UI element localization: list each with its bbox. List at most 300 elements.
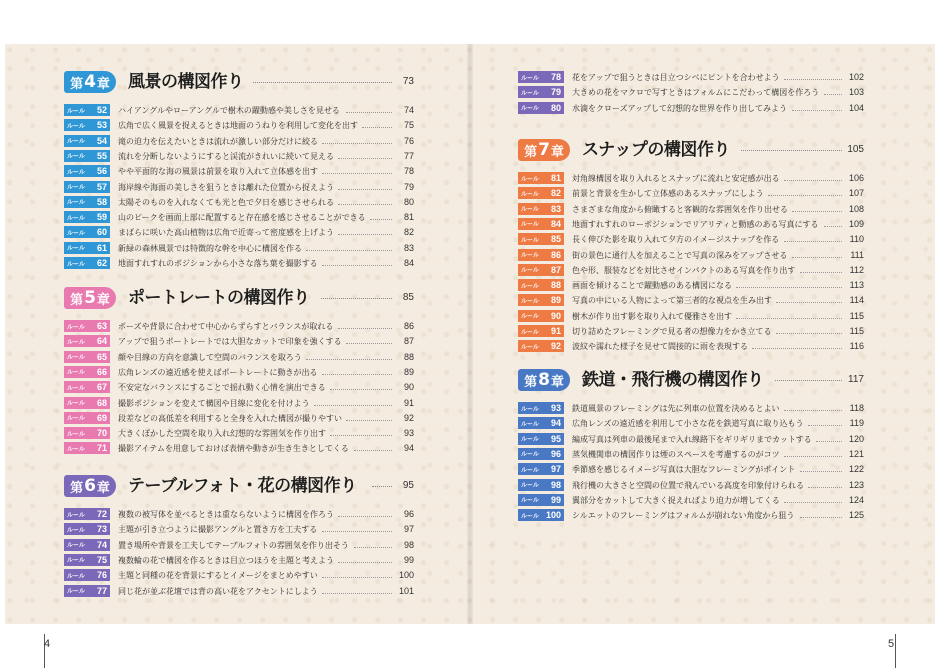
rule-title: 広角レンズの遠近感を利用して小さな花を鉄道写真に取り込もう xyxy=(572,419,804,429)
rule-number: 87 xyxy=(550,264,561,275)
rule-leader-dots xyxy=(776,302,842,303)
rule-title: ポーズや背景に合わせて中心からずらすとバランスが取れる xyxy=(118,322,334,331)
rule-title: 大きくぼかした空間を取り入れ幻想的な雰囲気を作り出す xyxy=(118,429,326,439)
chapter-badge xyxy=(64,475,116,497)
rule-leader-dots xyxy=(784,79,842,80)
toc-rule-row[interactable] xyxy=(518,447,864,462)
chapter-number: 5 xyxy=(84,288,96,308)
rule-badge xyxy=(64,181,110,193)
toc-rule-row[interactable] xyxy=(518,432,864,447)
rule-badge xyxy=(518,264,564,276)
rule-title: 海岸線や海面の美しさを狙うときは離れた位置から捉えよう xyxy=(118,182,334,192)
rule-number: 61 xyxy=(96,242,107,253)
rule-leader-dots xyxy=(784,456,842,457)
rule-leader-dots xyxy=(330,435,392,436)
rule-number: 77 xyxy=(96,585,107,596)
rule-badge xyxy=(518,218,564,230)
rule-title: 主題と同種の花を背景にするとイメージをまとめやすい xyxy=(118,571,318,581)
rule-page-number: 82 xyxy=(403,227,414,238)
toc-rule-row[interactable] xyxy=(64,584,414,599)
rule-leader-dots xyxy=(792,110,842,111)
rule-title: 同じ花が並ぶ花壇では背の高い花をアクセントにしよう xyxy=(118,586,318,596)
chapter-page-number: 95 xyxy=(402,480,414,491)
rule-badge-label: ルール xyxy=(521,436,539,444)
rule-page-number: 112 xyxy=(849,264,864,275)
toc-rule-row[interactable] xyxy=(518,493,864,508)
toc-rule-row[interactable] xyxy=(64,334,414,349)
rule-badge-label: ルール xyxy=(67,323,85,331)
rule-leader-dots xyxy=(338,516,392,517)
chapter-heading xyxy=(64,69,414,95)
toc-rule-row[interactable] xyxy=(518,324,864,339)
chapter-suffix: 章 xyxy=(96,480,110,496)
rule-badge-label: ルール xyxy=(67,199,85,207)
toc-rule-row[interactable] xyxy=(518,401,864,416)
chapter-badge xyxy=(64,71,116,93)
toc-rule-row[interactable] xyxy=(64,118,414,133)
rule-title: 広角で広く風景を捉えるときは地面のうねりを利用して変化を出す xyxy=(118,121,358,131)
toc-rule-row[interactable] xyxy=(518,171,864,186)
rule-badge xyxy=(518,509,564,521)
rule-number: 65 xyxy=(96,351,107,362)
chapter-page-number: 85 xyxy=(402,292,414,303)
rule-page-number: 87 xyxy=(403,336,414,347)
rule-page-number: 86 xyxy=(403,321,414,331)
rule-title: 段差などの高低差を利用すると全身を入れた構図が撮りやすい xyxy=(118,413,342,423)
rule-page-number: 78 xyxy=(403,166,414,177)
rule-title: 撮影アイテムを用意しておけば表情や動きが生き生きとしてくる xyxy=(118,444,349,454)
rule-badge xyxy=(518,102,564,114)
rule-badge-label: ルール xyxy=(67,400,85,407)
rule-leader-dots xyxy=(792,257,842,258)
rule-page-number: 89 xyxy=(403,366,414,377)
rule-badge xyxy=(64,569,110,581)
rule-badge xyxy=(518,463,564,475)
rule-title: 太陽そのものを入れなくても光と色で夕日を感じさせられる xyxy=(118,197,334,207)
rule-leader-dots xyxy=(322,577,392,578)
toc-rule-row[interactable] xyxy=(64,225,414,240)
rule-leader-dots xyxy=(306,250,392,251)
toc-rule-row[interactable] xyxy=(518,248,864,263)
rule-badge-label: ルール xyxy=(67,445,85,453)
rule-badge xyxy=(518,203,564,215)
chapter-heading xyxy=(518,367,864,393)
rule-page-number: 119 xyxy=(849,418,864,429)
rule-badge-label: ルール xyxy=(521,297,539,305)
chapter-title: テーブルフォト・花の構図作り xyxy=(128,476,357,496)
rule-badge xyxy=(518,402,564,414)
rule-number: 60 xyxy=(96,227,107,238)
rule-title: 画面を傾けることで躍動感のある構図になる xyxy=(572,281,732,291)
toc-rule-row[interactable] xyxy=(518,478,864,493)
rule-title: ハイアングルやローアングルで樹木の躍動感や美しさを見せる xyxy=(118,106,340,115)
rule-leader-dots xyxy=(346,343,392,344)
rule-number: 82 xyxy=(550,188,561,199)
rule-title: 蒸気機関車の構図作りは煙のスペースを考慮するのがコツ xyxy=(572,449,780,459)
toc-rule-row[interactable] xyxy=(64,538,414,553)
rule-number: 72 xyxy=(96,509,107,519)
chapter-page-number: 117 xyxy=(848,374,864,385)
chapter-suffix: 章 xyxy=(96,76,110,92)
toc-rule-row[interactable] xyxy=(64,568,414,583)
rule-page-number: 118 xyxy=(849,403,864,413)
toc-rule-row[interactable] xyxy=(64,210,414,225)
chapter-prefix: 第 xyxy=(70,292,84,308)
rule-title: やや平面的な海の風景は前景を取り入れて立体感を出す xyxy=(118,167,318,177)
rule-number: 64 xyxy=(96,336,107,347)
chapter-prefix: 第 xyxy=(524,374,538,390)
rule-badge-label: ルール xyxy=(67,354,85,362)
chapter-page-number: 73 xyxy=(402,76,414,87)
rule-badge-label: ルール xyxy=(67,430,85,438)
toc-rule-row[interactable] xyxy=(518,339,864,354)
book-gutter xyxy=(467,44,473,624)
toc-rule-row[interactable] xyxy=(518,508,864,523)
toc-rule-row[interactable] xyxy=(64,396,414,411)
rule-page-number: 106 xyxy=(848,173,864,183)
rule-badge-label: ルール xyxy=(67,511,85,519)
rule-badge-label: ルール xyxy=(521,451,539,459)
rule-title: アップで狙うポートレートでは大胆なカットで印象を強くする xyxy=(118,337,342,347)
toc-rule-row[interactable] xyxy=(518,70,864,85)
toc-rule-row[interactable] xyxy=(64,319,414,334)
rule-badge-label: ルール xyxy=(67,138,85,146)
rule-page-number: 107 xyxy=(848,188,864,199)
rule-title: シルエットのフレーミングはフォルムが崩れない角度から狙う xyxy=(572,511,795,521)
rule-page-number: 113 xyxy=(849,280,864,291)
rule-title: 季節感を感じるイメージ写真は大胆なフレーミングがポイント xyxy=(572,465,796,475)
toc-rule-row[interactable] xyxy=(64,164,414,179)
rule-page-number: 114 xyxy=(849,295,864,306)
chapter-number: 4 xyxy=(84,72,96,92)
rule-badge xyxy=(64,381,110,393)
rule-badge-label: ルール xyxy=(521,221,539,229)
toc-rule-row[interactable] xyxy=(518,309,864,324)
rule-leader-dots xyxy=(362,127,392,128)
rule-page-number: 90 xyxy=(403,382,414,393)
chapter-leader-dots xyxy=(775,380,842,381)
chapter-number: 8 xyxy=(538,370,550,390)
left-page-number: 4 xyxy=(44,638,51,650)
rule-badge xyxy=(518,249,564,261)
chapter-heading xyxy=(64,285,414,311)
rule-badge xyxy=(64,508,110,520)
rule-badge-label: ルール xyxy=(67,245,85,253)
rule-badge-label: ルール xyxy=(521,512,539,520)
rule-badge-label: ルール xyxy=(67,153,85,161)
rule-badge-label: ルール xyxy=(521,236,539,244)
rule-title: 大きめの花をマクロで写すときはフォルムにこだわって構図を作ろう xyxy=(572,88,820,98)
toc-rule-row[interactable] xyxy=(64,380,414,395)
toc-rule-row[interactable] xyxy=(64,149,414,164)
rule-number: 79 xyxy=(550,87,561,98)
rule-badge-label: ルール xyxy=(521,343,539,351)
rule-title: 新緑の森林風景では特徴的な幹を中心に構図を作る xyxy=(118,243,302,253)
rule-page-number: 120 xyxy=(848,433,864,444)
rule-title: 花をアップで狙うときは目立つシベにピントを合わせよう xyxy=(572,73,780,82)
rule-badge-label: ルール xyxy=(67,557,85,565)
toc-rule-row[interactable] xyxy=(64,411,414,426)
rule-badge-label: ルール xyxy=(521,252,539,259)
rule-leader-dots xyxy=(800,471,842,472)
rule-number: 66 xyxy=(96,366,107,377)
rule-page-number: 76 xyxy=(403,135,414,146)
rule-number: 52 xyxy=(96,105,107,115)
rule-number: 83 xyxy=(550,203,561,214)
rule-leader-dots xyxy=(306,359,392,360)
rule-badge-label: ルール xyxy=(521,328,539,336)
rule-badge xyxy=(64,351,110,363)
rule-title: 色や形、服装などを対比させインパクトのある写真を作り出す xyxy=(572,265,796,275)
chapter-badge xyxy=(518,139,570,161)
rule-number: 55 xyxy=(96,150,107,161)
toc-rule-row[interactable] xyxy=(518,101,864,116)
rule-title: 地面すれすれのローポジションでリアリティと動感のある写真にする xyxy=(572,219,819,229)
rule-badge-label: ルール xyxy=(521,282,539,290)
rule-leader-dots xyxy=(736,287,842,288)
rule-page-number: 116 xyxy=(849,341,864,352)
rule-leader-dots xyxy=(800,517,842,518)
chapter-title: 鉄道・飛行機の構図作り xyxy=(582,370,764,390)
rule-badge-label: ルール xyxy=(521,190,539,198)
rule-badge xyxy=(518,494,564,506)
chapter-prefix: 第 xyxy=(524,144,538,160)
toc-rule-row[interactable] xyxy=(64,365,414,380)
rule-badge-label: ルール xyxy=(521,420,539,428)
rule-badge xyxy=(518,172,564,184)
rule-number: 69 xyxy=(96,412,107,423)
rule-number: 97 xyxy=(550,464,561,475)
rule-badge xyxy=(64,211,110,223)
rule-number: 57 xyxy=(96,181,107,192)
rule-number: 81 xyxy=(550,173,561,183)
rule-page-number: 123 xyxy=(848,479,864,490)
rule-title: 不安定なバランスにすることで揺れ動く心情を演出できる xyxy=(118,383,326,393)
rule-leader-dots xyxy=(808,487,842,488)
chapter-title: スナップの構図作り xyxy=(582,140,730,160)
rule-page-number: 77 xyxy=(403,150,414,161)
rule-badge-label: ルール xyxy=(67,184,85,191)
rule-leader-dots xyxy=(314,405,392,406)
rule-number: 53 xyxy=(96,120,107,131)
rule-title: 顔や目線の方向を意識して空間のバランスを取ろう xyxy=(118,352,302,362)
rule-title: 対角線構図を取り入れるとスナップに流れと安定感が出る xyxy=(572,174,780,183)
toc-rule-row[interactable] xyxy=(64,134,414,149)
rule-leader-dots xyxy=(322,374,392,375)
rule-page-number: 79 xyxy=(403,181,414,192)
rule-page-number: 75 xyxy=(403,120,414,131)
rule-badge xyxy=(64,135,110,147)
rule-title: 樹木が作り出す影を取り入れて優雅さを出す xyxy=(572,311,732,321)
rule-number: 95 xyxy=(550,433,561,444)
rule-title: 切り詰めたフレーミングで見る者の想像力をかき立てる xyxy=(572,327,772,336)
rule-page-number: 81 xyxy=(403,212,414,223)
rule-title: 長く伸びた影を取り入れて夕方のイメージスナップを作る xyxy=(572,235,780,245)
rule-leader-dots xyxy=(784,180,842,181)
chapter-suffix: 章 xyxy=(96,292,110,308)
rule-badge xyxy=(64,523,110,535)
rule-badge xyxy=(64,257,110,269)
rule-number: 100 xyxy=(545,510,561,521)
rule-badge-label: ルール xyxy=(521,175,539,183)
rule-badge-label: ルール xyxy=(521,74,539,82)
rule-leader-dots xyxy=(784,410,842,411)
toc-rule-row[interactable] xyxy=(518,462,864,477)
rule-number: 73 xyxy=(96,524,107,535)
rule-page-number: 96 xyxy=(403,509,414,519)
rule-badge-label: ルール xyxy=(67,369,85,377)
rule-badge-label: ルール xyxy=(67,588,85,595)
rule-page-number: 99 xyxy=(403,554,414,565)
rule-badge-label: ルール xyxy=(521,482,539,489)
rule-leader-dots xyxy=(338,204,392,205)
rule-title: 流れを分断しないようにすると渓流がきれいに続いて見える xyxy=(118,151,334,161)
rule-leader-dots xyxy=(768,195,842,196)
rule-page-number: 125 xyxy=(848,510,864,521)
toc-rule-row[interactable] xyxy=(518,85,864,100)
toc-rule-row[interactable] xyxy=(518,186,864,201)
toc-rule-row[interactable] xyxy=(64,256,414,271)
rule-leader-dots xyxy=(736,318,842,319)
rule-badge xyxy=(518,71,564,83)
rule-badge-label: ルール xyxy=(67,384,85,392)
rule-number: 67 xyxy=(96,382,107,393)
rule-badge xyxy=(64,119,110,131)
rule-title: 滝の迫力を伝えたいときは流れが激しい部分だけに絞る xyxy=(118,136,318,146)
rule-page-number: 101 xyxy=(398,585,414,596)
rule-title: さまざまな角度から俯瞰すると客観的な雰囲気を作り出せる xyxy=(572,204,788,214)
rule-badge-label: ルール xyxy=(67,338,85,346)
rule-number: 75 xyxy=(96,554,107,565)
rule-badge-label: ルール xyxy=(67,168,85,176)
rule-badge-label: ルール xyxy=(521,405,539,413)
rule-leader-dots xyxy=(784,241,842,242)
chapter-badge xyxy=(518,369,570,391)
rule-number: 98 xyxy=(550,479,561,490)
toc-rule-row[interactable] xyxy=(518,416,864,431)
rule-badge-label: ルール xyxy=(521,497,539,505)
rule-badge-label: ルール xyxy=(67,107,85,115)
chapter-leader-dots xyxy=(321,298,392,299)
rule-leader-dots xyxy=(338,234,392,235)
rule-title: まばらに咲いた高山植物は広角で近寄って密度感を上げよう xyxy=(118,228,334,238)
chapter-number: 7 xyxy=(538,140,550,160)
rule-leader-dots xyxy=(338,562,392,563)
rule-badge xyxy=(64,585,110,597)
toc-rule-row[interactable] xyxy=(64,441,414,456)
rule-leader-dots xyxy=(800,272,842,273)
rule-page-number: 98 xyxy=(403,539,414,550)
toc-rule-row[interactable] xyxy=(518,278,864,293)
rule-number: 99 xyxy=(550,494,561,505)
rule-badge-label: ルール xyxy=(67,229,85,237)
chapter-leader-dots xyxy=(372,486,392,487)
rule-leader-dots xyxy=(322,593,392,594)
toc-rule-row[interactable] xyxy=(64,426,414,441)
rule-badge-label: ルール xyxy=(521,105,539,113)
rule-number: 76 xyxy=(96,570,107,581)
rule-page-number: 124 xyxy=(848,494,864,505)
rule-number: 84 xyxy=(550,218,561,229)
rule-badge xyxy=(64,442,110,454)
toc-rule-row[interactable] xyxy=(64,553,414,568)
rule-page-number: 88 xyxy=(403,351,414,362)
rule-title: 前景と背景を生かして立体感のあるスナップにしよう xyxy=(572,189,764,199)
rule-badge-label: ルール xyxy=(521,313,539,321)
rule-badge xyxy=(64,104,110,116)
rule-badge xyxy=(518,187,564,199)
rule-leader-dots xyxy=(322,143,392,144)
rule-title: 置き場所や背景を工夫してテーブルフォトの雰囲気を作り出そう xyxy=(118,540,349,550)
rule-leader-dots xyxy=(338,158,392,159)
toc-rule-row[interactable] xyxy=(64,103,414,118)
rule-page-number: 103 xyxy=(848,87,864,98)
chapter-leader-dots xyxy=(253,82,392,83)
rule-number: 74 xyxy=(96,539,107,550)
rule-badge xyxy=(518,325,564,337)
rule-page-number: 94 xyxy=(403,443,414,454)
rule-leader-dots xyxy=(338,328,392,329)
toc-rule-row[interactable] xyxy=(64,180,414,195)
rule-page-number: 111 xyxy=(850,249,864,260)
rule-badge-label: ルール xyxy=(67,572,85,580)
rule-badge xyxy=(518,340,564,352)
rule-page-number: 97 xyxy=(403,524,414,535)
toc-rule-row[interactable] xyxy=(64,195,414,210)
chapter-suffix: 章 xyxy=(550,374,564,390)
toc-rule-row[interactable] xyxy=(64,350,414,365)
rule-badge xyxy=(64,165,110,177)
rule-number: 54 xyxy=(96,135,107,146)
rule-badge xyxy=(64,427,110,439)
rule-number: 78 xyxy=(550,72,561,82)
toc-rule-row[interactable] xyxy=(64,522,414,537)
rule-leader-dots xyxy=(322,265,392,266)
rule-title: 編成写真は列車の最後尾まで入れ線路下をギリギリまでカットする xyxy=(572,434,812,444)
rule-title: 波紋や濡れた様子を見せて間接的に雨を表現する xyxy=(572,342,748,352)
rule-leader-dots xyxy=(808,425,842,426)
rule-badge xyxy=(64,539,110,551)
rule-title: 撮影ポジションを変えて構図や目線に変化を付けよう xyxy=(118,398,310,408)
toc-rule-row[interactable] xyxy=(64,507,414,522)
rule-page-number: 109 xyxy=(848,218,864,229)
rule-page-number: 115 xyxy=(849,326,864,336)
rule-title: 水滴をクローズアップして幻想的な世界を作り出してみよう xyxy=(572,103,788,113)
toc-rule-row[interactable] xyxy=(64,241,414,256)
rule-page-number: 84 xyxy=(403,258,414,268)
rule-page-number: 93 xyxy=(403,428,414,439)
toc-rule-row[interactable] xyxy=(518,263,864,278)
rule-page-number: 122 xyxy=(848,464,864,475)
rule-page-number: 104 xyxy=(848,102,864,113)
rule-leader-dots xyxy=(354,547,392,548)
rule-number: 68 xyxy=(96,397,107,408)
rule-number: 89 xyxy=(550,295,561,306)
rule-badge-label: ルール xyxy=(521,466,539,474)
rule-badge xyxy=(518,479,564,491)
rule-leader-dots xyxy=(370,219,392,220)
toc-rule-row[interactable] xyxy=(518,232,864,247)
rule-badge xyxy=(518,433,564,445)
rule-number: 92 xyxy=(550,341,561,352)
rule-leader-dots xyxy=(824,226,842,227)
rule-leader-dots xyxy=(354,450,392,451)
toc-rule-row[interactable] xyxy=(518,293,864,308)
toc-rule-row[interactable] xyxy=(518,202,864,217)
rule-leader-dots xyxy=(752,348,842,349)
toc-rule-row[interactable] xyxy=(518,217,864,232)
rule-number: 94 xyxy=(550,418,561,429)
